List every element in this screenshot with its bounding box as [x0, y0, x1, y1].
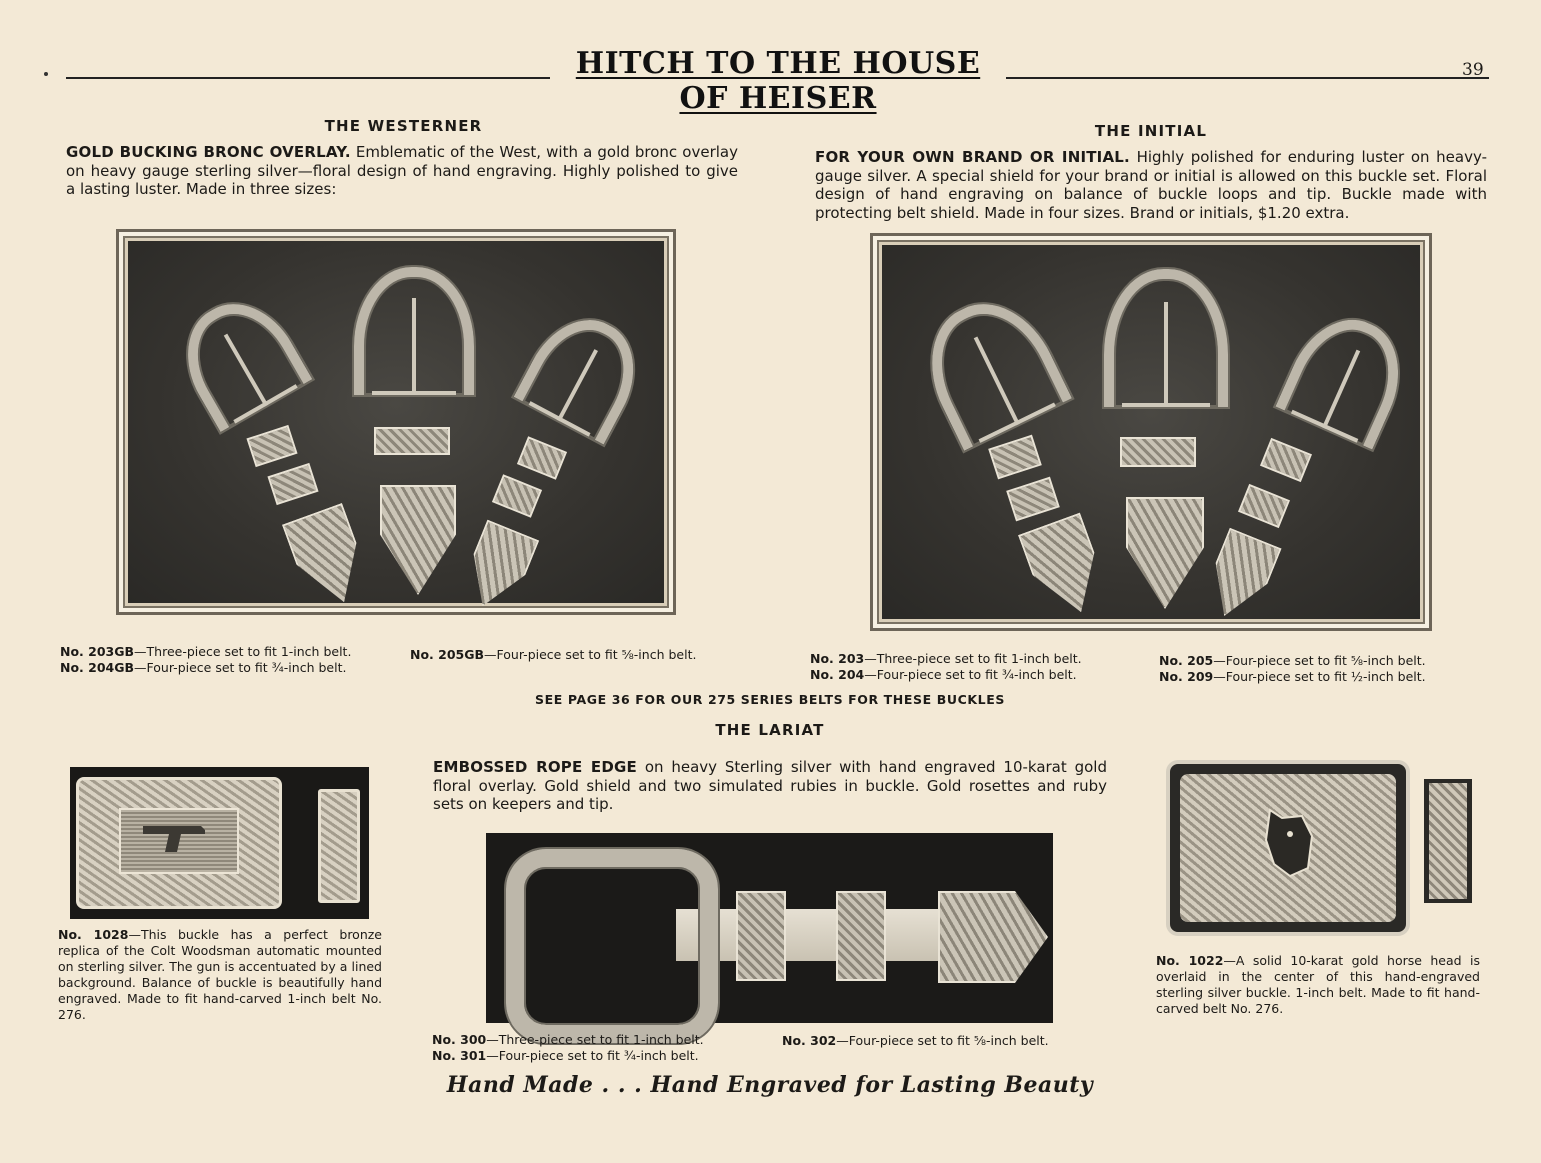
belt-tip [1126, 497, 1204, 609]
initial-title: THE INITIAL [1094, 122, 1208, 140]
belt-tip [1198, 528, 1281, 627]
initial-item-1 [810, 651, 1150, 667]
item-number: No. 204GB [60, 660, 135, 675]
buckle-small-left [166, 284, 313, 432]
lariat-buckle [506, 849, 718, 1043]
pistol-icon [141, 820, 215, 856]
item-description: —Four-piece set to fit ½-inch belt. [1213, 669, 1426, 684]
item-description: —Four-piece set to fit ⅝-inch belt. [836, 1033, 1049, 1048]
belt-tip [282, 503, 374, 613]
westerner-item-3 [410, 647, 750, 663]
buckle-center [1104, 269, 1228, 407]
initial-description [815, 148, 1487, 222]
slogan: Hand Made . . . Hand Engraved for Lasting Beauty [446, 1072, 1094, 1098]
keeper [246, 425, 297, 467]
item-description: —Four-piece set to fit ⅝-inch belt. [1213, 653, 1426, 668]
lariat-photo [486, 833, 1053, 1023]
buckle-large-center [354, 267, 474, 395]
keeper [267, 463, 318, 505]
lariat-body: on heavy Sterling silver with hand engraved 10-karat gold floral overlay. Gold shield and two simulated rubies in buckle. Gold rosettes and ruby sets on keepers and tip. [433, 758, 1107, 813]
initial-photo-background [882, 245, 1420, 619]
initial-body: Highly polished for enduring luster on heavy-gauge silver. A special shield for your brand or initial is allowed on this buckle set. Floral design of hand engraving on balance of buckle loops and tip. Buckle made with protecting belt shield. Made in four sizes. Brand or initials, $1.20 extra. [815, 148, 1487, 222]
header-rule-right [1006, 77, 1489, 79]
item-number: No. 300 [432, 1032, 487, 1047]
item-number: No. 203 [810, 651, 865, 666]
buckle-1028-photo [70, 767, 369, 919]
keeper [1006, 477, 1060, 522]
keeper-1028 [318, 789, 360, 903]
westerner-description [66, 143, 738, 199]
westerner-body: Emblematic of the West, with a gold bronc overlay on heavy gauge sterling silver—floral design of hand engraving. Highly polished to give a lasting luster. Made in three sizes: [66, 143, 738, 198]
belt-tip [1018, 513, 1112, 624]
lariat-title: THE LARIAT [715, 721, 825, 739]
westerner-item-2 [60, 660, 400, 676]
belt-tip [938, 891, 1048, 983]
lariat-item-2 [432, 1048, 772, 1064]
item-number: No. 301 [432, 1048, 487, 1063]
masthead-title: HITCH TO THE HOUSE OF HEISER [575, 46, 981, 116]
westerner-item-1 [60, 644, 400, 660]
belt-tip [457, 519, 540, 616]
buckle-right [1275, 302, 1418, 449]
item-description: —Four-piece set to fit ¾-inch belt. [486, 1048, 699, 1063]
westerner-lead: GOLD BUCKING BRONC OVERLAY. [66, 143, 351, 161]
buckle-small-right [514, 301, 655, 444]
buckle-1028-plate [76, 777, 282, 909]
keeper [374, 427, 450, 455]
westerner-photo [116, 229, 676, 615]
buckle-1022-photo [1166, 760, 1410, 936]
westerner-title: THE WESTERNER [324, 117, 483, 135]
keeper [1238, 484, 1290, 528]
page-number: 39 [1462, 60, 1484, 80]
item-description: —Three-piece set to fit 1-inch belt. [486, 1032, 704, 1047]
keeper [836, 891, 886, 981]
item-description: —Four-piece set to fit ⅝-inch belt. [484, 647, 697, 662]
belt-strap [676, 909, 976, 961]
initial-photo [870, 233, 1432, 631]
item-number: No. 204 [810, 667, 865, 682]
item-number: No. 205 [1159, 653, 1214, 668]
item-number: No. 302 [782, 1033, 837, 1048]
item-description: —This buckle has a perfect bronze replica of the Colt Woodsman automatic mounted on sterling silver. The gun is accentuated by a lined background. Balance of buckle is beautifully hand engraved. Made to fit hand-carved 1-inch belt No. 276. [58, 927, 382, 1022]
item-description: —A solid 10-karat gold horse head is overlaid in the center of this hand-engraved sterling silver buckle. 1-inch belt. Made to fit hand-carved belt No. 276. [1156, 953, 1480, 1016]
initial-item-2 [810, 667, 1150, 683]
keeper-1022-photo [1424, 779, 1472, 903]
belt-tip [380, 485, 456, 595]
horse-head-icon [1260, 806, 1316, 880]
item-description: —Three-piece set to fit 1-inch belt. [134, 644, 352, 659]
item-number: No. 1028 [58, 927, 129, 942]
item-number: No. 203GB [60, 644, 135, 659]
item-number: No. 205GB [410, 647, 485, 662]
initial-item-4 [1159, 669, 1489, 685]
keeper-1022 [1429, 783, 1467, 899]
initial-lead: FOR YOUR OWN BRAND OR INITIAL. [815, 148, 1130, 166]
bullet-dot [44, 72, 48, 76]
westerner-photo-background [128, 241, 664, 603]
item-description: —Four-piece set to fit ¾-inch belt. [864, 667, 1077, 682]
lariat-item-1 [432, 1032, 772, 1048]
lariat-description [433, 758, 1107, 814]
keeper [517, 436, 567, 480]
header-rule-left [66, 77, 550, 79]
keeper [736, 891, 786, 981]
item-description: —Four-piece set to fit ¾-inch belt. [134, 660, 347, 675]
lariat-lead: EMBOSSED ROPE EDGE [433, 758, 637, 776]
lariat-item-3 [782, 1033, 1092, 1049]
item-description: —Three-piece set to fit 1-inch belt. [864, 651, 1082, 666]
buckle-1028-caption [58, 927, 382, 1023]
item-number: No. 1022 [1156, 953, 1224, 968]
initial-item-3 [1159, 653, 1489, 669]
keeper [492, 474, 542, 518]
item-number: No. 209 [1159, 669, 1214, 684]
buckle-left [908, 283, 1072, 451]
buckle-1022-caption [1156, 953, 1480, 1017]
keeper [1260, 438, 1312, 482]
see-page-note: SEE PAGE 36 FOR OUR 275 SERIES BELTS FOR THESE BUCKLES [535, 692, 1005, 707]
keeper [988, 435, 1042, 480]
keeper [1120, 437, 1196, 467]
